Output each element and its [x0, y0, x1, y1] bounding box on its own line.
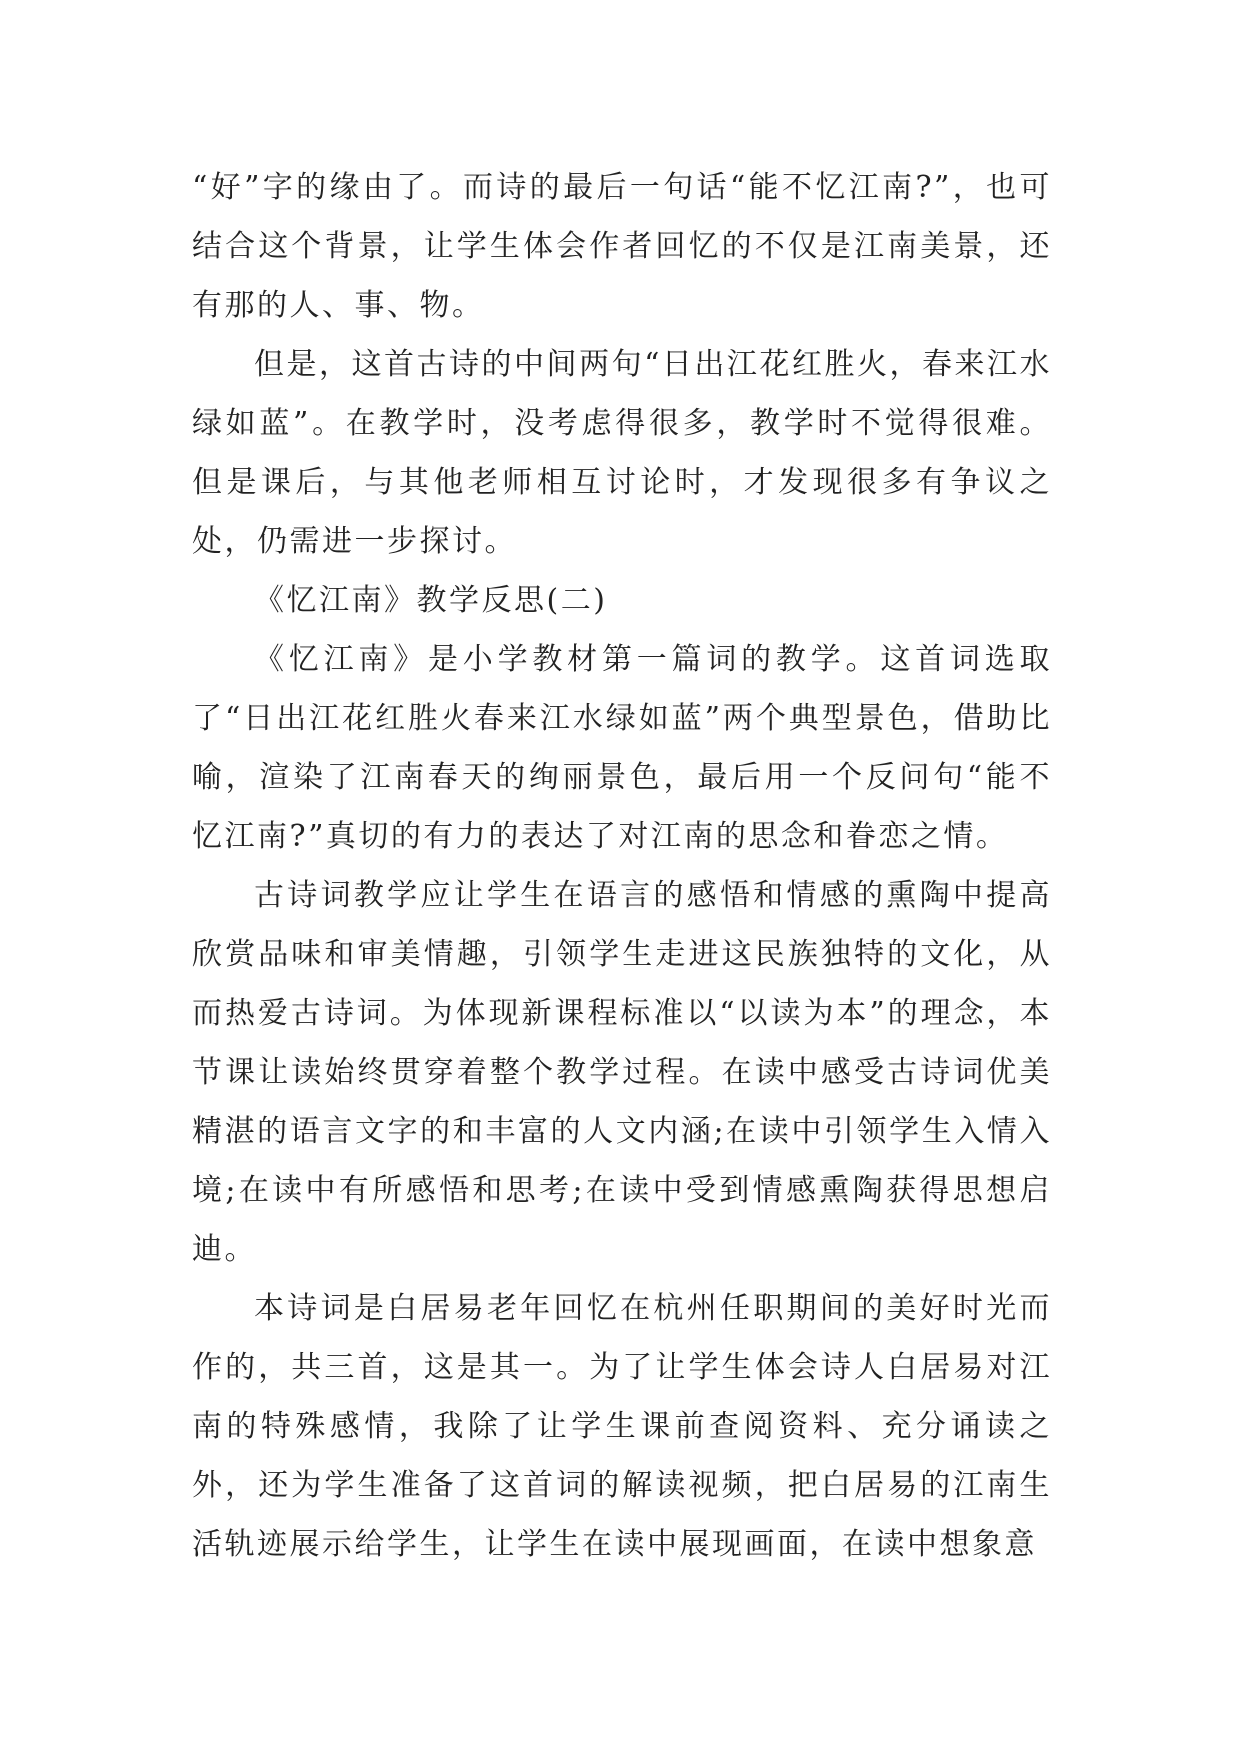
paragraph-background: 本诗词是白居易老年回忆在杭州任职期间的美好时光而作的，共三首，这是其一。为了让学生体会诗人白居易对江南的特殊感情，我除了让学生课前查阅资料、充分诵读之外，还为学生准备了这首词的解读视频，把白居易的江南生活轨迹展示给学生，让学生在读中展现画面，在读中想象意: [192, 1291, 1052, 1562]
document-body: [192, 158, 1052, 1574]
paragraph-middle-lines: 但是，这首古诗的中间两句“日出江花红胜火，春来江水绿如蓝”。在教学时，没考虑得很多，教学时不觉得很难。但是课后，与其他老师相互讨论时，才发现很多有争议之处，仍需进一步探讨。: [192, 347, 1052, 559]
paragraph-intro: 《忆江南》是小学教材第一篇词的教学。这首词选取了“日出江花红胜火春来江水绿如蓝”两个典型景色，借助比喻，渲染了江南春天的绚丽景色，最后用一个反问句“能不忆江南?”真切的有力的表达了对江南的思念和眷恋之情。: [192, 642, 1052, 854]
paragraph-teaching: 古诗词教学应让学生在语言的感悟和情感的熏陶中提高欣赏品味和审美情趣，引领学生走进这民族独特的文化，从而热爱古诗词。为体现新课程标准以“以读为本”的理念，本节课让读始终贯穿着整个教学过程。在读中感受古诗词优美精湛的语言文字的和丰富的人文内涵;在读中引领学生入情入境;在读中有所感悟和思考;在读中受到情感熏陶获得思想启迪。: [192, 878, 1052, 1267]
section-heading: 《忆江南》教学反思(二): [254, 583, 608, 618]
paragraph-continuation: “好”字的缘由了。而诗的最后一句话“能不忆江南?”，也可结合这个背景，让学生体会作者回忆的不仅是江南美景，还有那的人、事、物。: [192, 170, 1052, 323]
